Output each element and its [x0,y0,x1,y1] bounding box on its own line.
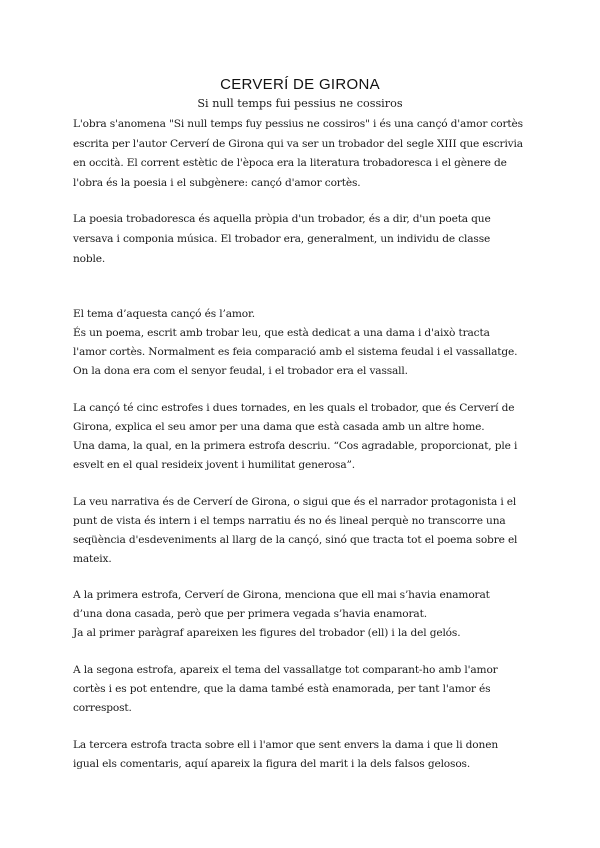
text-line: A la segona estrofa, apareix el tema del vassallatge tot comparant-ho amb l'amor [73,664,498,676]
text-line: On la dona era com el senyor feudal, i el trobador era el vassall. [73,365,408,377]
text-line: L'obra s'anomena "Si null temps fuy pessius ne cossiros" i és una cançó d'amor cortès [73,118,523,130]
text-line: correspost. [73,702,132,714]
text-line: És un poema, escrit amb trobar leu, que està dedicat a una dama i d'això tracta [73,327,490,339]
text-line: Una dama, la qual, en la primera estrofa descriu. “Cos agradable, proporcionat, ple i [73,440,518,452]
text-line: mateix. [73,553,112,565]
text-line: d’una dona casada, però que per primera vegada s’havia enamorat. [73,608,427,620]
document-title: CERVERÍ DE GIRONA [220,76,380,93]
text-line: La cançó té cinc estrofes i dues tornades, en les quals el trobador, que és Cerverí de [73,402,515,414]
text-line: cortès i es pot entendre, que la dama també està enamorada, per tant l'amor és [73,683,491,695]
text-line: A la primera estrofa, Cerverí de Girona, menciona que ell mai s’havia enamorat [73,589,490,601]
text-line: l'amor cortès. Normalment es feia comparació amb el sistema feudal i el vassallatge. [73,346,518,358]
text-line: seqüència d'esdeveniments al llarg de la cançó, sinó que tracta tot el poema sobre el [73,534,518,546]
text-line: La tercera estrofa tracta sobre ell i l'amor que sent envers la dama i que li donen [73,739,498,751]
text-line: Ja al primer paràgraf apareixen les figures del trobador (ell) i la del gelós. [73,627,461,639]
text-line: l'obra és la poesia i el subgènere: cançó d'amor cortès. [73,177,361,189]
text-line: escrita per l'autor Cerverí de Girona qui va ser un trobador del segle XIII que escrivia [73,138,523,150]
text-line: punt de vista és intern i el temps narratiu és no és lineal perquè no transcorre una [73,515,506,527]
text-line: La veu narrativa és de Cerverí de Girona, o sigui que és el narrador protagonista i el [73,496,517,508]
document-subtitle: Si null temps fui pessius ne cossiros [197,97,403,110]
text-line: igual els comentaris, aquí apareix la figura del marit i la dels falsos gelosos. [73,758,471,770]
text-line: esvelt en el qual resideix jovent i humilitat generosa”. [73,459,355,471]
text-line: en occità. El corrent estètic de l'època era la literatura trobadoresca i el gènere de [73,157,507,169]
text-line: La poesia trobadoresca és aquella pròpia d'un trobador, és a dir, d'un poeta que [73,213,491,225]
text-line: Girona, explica el seu amor per una dama que està casada amb un altre home. [73,421,485,433]
text-line: versava i componia música. El trobador era, generalment, un individu de classe [73,233,491,245]
text-line: El tema d’aquesta cançó és l’amor. [73,308,255,320]
text-line: noble. [73,253,106,265]
